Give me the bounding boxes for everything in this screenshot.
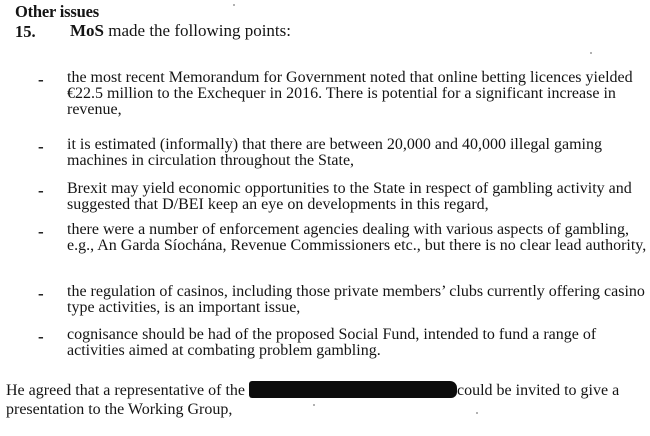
- bullet-text: cognisance should be had of the proposed Social Fund, intended to fund a range of activities aimed at combating problem gambling.: [67, 326, 597, 360]
- closing-paragraph: [6, 381, 646, 419]
- bullet-text: it is estimated (informally) that there are between 20,000 and 40,000 illegal gaming machines in circulation throughout the State,: [67, 136, 602, 170]
- scan-speck: [313, 404, 315, 406]
- bullet-text: the regulation of casinos, including those private members’ clubs currently offering casino type activities, is an important issue,: [67, 283, 645, 317]
- closing-text-end: could be invited to give a presentation to the Working Group,: [6, 382, 620, 418]
- bullet-text: there were a number of enforcement agencies dealing with various aspects of gambling, e.g., An Garda Síochána, Revenue Commissioners etc., but there is no clear lead authority,: [67, 221, 647, 255]
- scan-speck: [233, 4, 235, 6]
- redaction-block: [249, 381, 457, 398]
- scan-speck: [476, 412, 478, 414]
- paragraph-number: 15.: [15, 22, 36, 41]
- bullet-dash: -: [38, 181, 44, 200]
- bullet-text: Brexit may yield economic opportunities to the State in respect of gambling activity and suggested that D/BEI keep an eye on developments in this regard,: [67, 180, 632, 214]
- bullet-dash: -: [38, 327, 44, 346]
- scan-speck: [590, 52, 592, 54]
- paragraph-intro: [70, 21, 291, 41]
- bullet-text: the most recent Memorandum for Government noted that online betting licences yielded €22.5 million to the Exchequer in 2016. There is potential for a significant increase in revenue,: [67, 69, 633, 119]
- bullet-dash: -: [38, 284, 44, 303]
- intro-text: made the following points:: [108, 21, 291, 40]
- bullet-dash: -: [38, 70, 44, 89]
- speaker: MoS: [70, 21, 104, 40]
- bullet-dash: -: [38, 222, 44, 241]
- closing-text-start: He agreed that a representative of the: [6, 382, 245, 399]
- bullet-dash: -: [38, 137, 44, 156]
- section-heading: Other issues: [15, 2, 99, 21]
